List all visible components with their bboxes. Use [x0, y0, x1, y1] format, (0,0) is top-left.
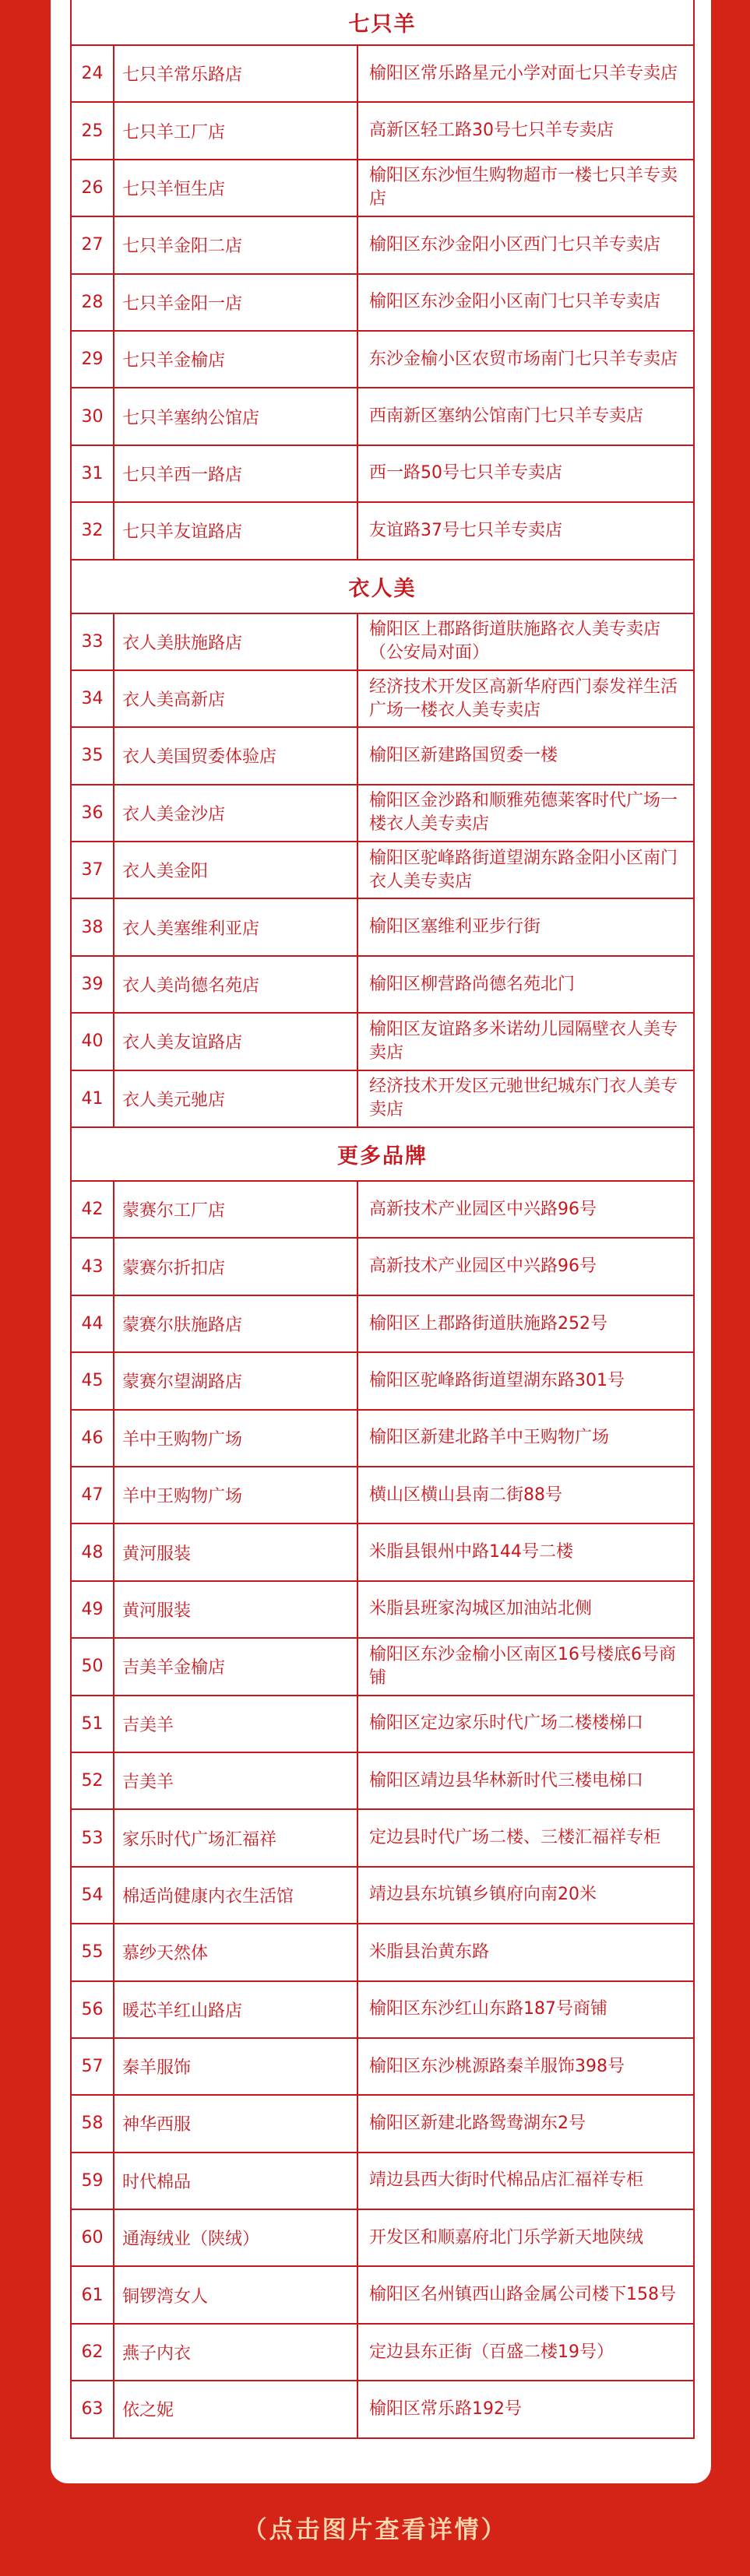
store-name: 秦羊服饰: [114, 2038, 357, 2095]
store-name: 暖芯羊红山路店: [114, 1981, 357, 2038]
table-row: [71, 331, 694, 388]
table-row: [71, 2381, 694, 2437]
store-address: 榆阳区上郡路街道肤施路衣人美专卖店（公安局对面）: [357, 613, 694, 670]
section-title: 更多品牌: [71, 1127, 694, 1181]
store-name: 家乐时代广场汇福祥: [114, 1809, 357, 1866]
store-number: 48: [71, 1523, 114, 1580]
store-name: 衣人美元驰店: [114, 1070, 357, 1127]
store-name: 时代棉品: [114, 2153, 357, 2209]
store-name: 黄河服装: [114, 1523, 357, 1580]
store-number: 49: [71, 1581, 114, 1638]
store-number: 59: [71, 2153, 114, 2209]
store-table-body: [71, 0, 694, 2438]
store-number: 26: [71, 160, 114, 216]
table-row: [71, 502, 694, 559]
store-number: 39: [71, 956, 114, 1013]
store-address: 榆阳区柳营路尚德名苑北门: [357, 956, 694, 1013]
store-address: 高新区轻工路30号七只羊专卖店: [357, 102, 694, 159]
store-address: 横山区横山县南二街88号: [357, 1467, 694, 1523]
table-row: [71, 1238, 694, 1295]
store-address: 榆阳区驼峰路街道望湖东路301号: [357, 1352, 694, 1409]
store-number: 50: [71, 1638, 114, 1695]
store-number: 37: [71, 842, 114, 898]
store-name: 通海绒业（陕绒）: [114, 2209, 357, 2266]
store-name: 羊中王购物广场: [114, 1467, 357, 1523]
table-row: [71, 670, 694, 727]
store-name: 衣人美金沙店: [114, 785, 357, 842]
store-address: 高新技术产业园区中兴路96号: [357, 1238, 694, 1295]
table-row: [71, 1467, 694, 1523]
store-name: 衣人美肤施路店: [114, 613, 357, 670]
store-address: 榆阳区常乐路星元小学对面七只羊专卖店: [357, 45, 694, 102]
store-name: 吉美羊: [114, 1752, 357, 1809]
store-number: 24: [71, 45, 114, 102]
store-number: 58: [71, 2095, 114, 2152]
table-row: [71, 216, 694, 273]
store-name: 七只羊恒生店: [114, 160, 357, 216]
store-name: 慕纱天然体: [114, 1924, 357, 1980]
store-address: 榆阳区东沙金阳小区南门七只羊专卖店: [357, 274, 694, 331]
table-row: [71, 785, 694, 842]
store-address: 东沙金榆小区农贸市场南门七只羊专卖店: [357, 331, 694, 388]
store-number: 44: [71, 1295, 114, 1352]
store-number: 27: [71, 216, 114, 273]
store-name: 七只羊金阳二店: [114, 216, 357, 273]
store-number: 40: [71, 1013, 114, 1070]
store-number: 45: [71, 1352, 114, 1409]
store-name: 七只羊金阳一店: [114, 274, 357, 331]
store-address: 米脂县治黄东路: [357, 1924, 694, 1980]
store-address: 西一路50号七只羊专卖店: [357, 445, 694, 502]
store-address: 榆阳区名州镇西山路金属公司楼下158号: [357, 2266, 694, 2323]
table-row: [71, 1523, 694, 1580]
store-name: 衣人美高新店: [114, 670, 357, 727]
store-number: 61: [71, 2266, 114, 2323]
store-number: 52: [71, 1752, 114, 1809]
store-address: 榆阳区东沙桃源路秦羊服饰398号: [357, 2038, 694, 2095]
table-row: [71, 1410, 694, 1467]
store-name: 羊中王购物广场: [114, 1410, 357, 1467]
store-address: 榆阳区东沙恒生购物超市一楼七只羊专卖店: [357, 160, 694, 216]
section-header: [71, 0, 694, 45]
table-row: [71, 2095, 694, 2152]
table-row: [71, 1181, 694, 1238]
store-name: 棉适尚健康内衣生活馆: [114, 1867, 357, 1924]
store-name: 吉美羊: [114, 1696, 357, 1752]
store-number: 25: [71, 102, 114, 159]
table-row: [71, 160, 694, 216]
store-name: 七只羊常乐路店: [114, 45, 357, 102]
table-row: [71, 1070, 694, 1127]
table-row: [71, 388, 694, 445]
store-address: 榆阳区东沙红山东路187号商铺: [357, 1981, 694, 2038]
table-row: [71, 1352, 694, 1409]
store-number: 55: [71, 1924, 114, 1980]
store-number: 31: [71, 445, 114, 502]
table-row: [71, 2324, 694, 2381]
store-number: 56: [71, 1981, 114, 2038]
store-address: 定边县时代广场二楼、三楼汇福祥专柜: [357, 1809, 694, 1866]
store-address: 榆阳区新建北路鸳鸯湖东2号: [357, 2095, 694, 2152]
section-title: 七只羊: [71, 0, 694, 45]
store-number: 35: [71, 727, 114, 784]
store-name: 吉美羊金榆店: [114, 1638, 357, 1695]
store-name: 七只羊工厂店: [114, 102, 357, 159]
table-row: [71, 1696, 694, 1752]
store-address: 经济技术开发区高新华府西门泰发祥生活广场一楼衣人美专卖店: [357, 670, 694, 727]
store-name: 蒙赛尔工厂店: [114, 1181, 357, 1238]
table-row: [71, 1013, 694, 1070]
table-row: [71, 1981, 694, 2038]
table-row: [71, 1867, 694, 1924]
store-name: 七只羊金榆店: [114, 331, 357, 388]
store-number: 30: [71, 388, 114, 445]
store-address: 开发区和顺嘉府北门乐学新天地陕绒: [357, 2209, 694, 2266]
store-number: 36: [71, 785, 114, 842]
store-number: 47: [71, 1467, 114, 1523]
store-address: 定边县东正街（百盛二楼19号）: [357, 2324, 694, 2381]
table-row: [71, 727, 694, 784]
store-number: 28: [71, 274, 114, 331]
store-address: 西南新区塞纳公馆南门七只羊专卖店: [357, 388, 694, 445]
store-address: 经济技术开发区元驰世纪城东门衣人美专卖店: [357, 1070, 694, 1127]
store-address: 榆阳区靖边县华林新时代三楼电梯口: [357, 1752, 694, 1809]
store-number: 41: [71, 1070, 114, 1127]
store-number: 46: [71, 1410, 114, 1467]
table-row: [71, 2209, 694, 2266]
section-title: 衣人美: [71, 560, 694, 613]
store-number: 38: [71, 898, 114, 955]
table-row: [71, 1809, 694, 1866]
store-name: 蒙赛尔肤施路店: [114, 1295, 357, 1352]
store-number: 32: [71, 502, 114, 559]
table-row: [71, 842, 694, 898]
store-name: 七只羊友谊路店: [114, 502, 357, 559]
store-address: 榆阳区驼峰路街道望湖东路金阳小区南门衣人美专卖店: [357, 842, 694, 898]
store-name: 黄河服装: [114, 1581, 357, 1638]
store-address: 榆阳区定边家乐时代广场二楼楼梯口: [357, 1696, 694, 1752]
store-name: 衣人美友谊路店: [114, 1013, 357, 1070]
view-details-link[interactable]: （点击图片查看详情）: [242, 2516, 508, 2544]
store-name: 七只羊西一路店: [114, 445, 357, 502]
table-row: [71, 102, 694, 159]
store-name: 铜锣湾女人: [114, 2266, 357, 2323]
store-name: 蒙赛尔望湖路店: [114, 1352, 357, 1409]
store-number: 62: [71, 2324, 114, 2381]
table-row: [71, 2038, 694, 2095]
store-number: 43: [71, 1238, 114, 1295]
store-number: 57: [71, 2038, 114, 2095]
table-row: [71, 613, 694, 670]
store-address: 榆阳区友谊路多米诺幼儿园隔壁衣人美专卖店: [357, 1013, 694, 1070]
table-row: [71, 45, 694, 102]
table-row: [71, 1581, 694, 1638]
table-row: [71, 1295, 694, 1352]
store-name: 蒙赛尔折扣店: [114, 1238, 357, 1295]
table-row: [71, 445, 694, 502]
store-number: 51: [71, 1696, 114, 1752]
table-row: [71, 898, 694, 955]
store-number: 63: [71, 2381, 114, 2437]
table-row: [71, 1752, 694, 1809]
store-name: 衣人美塞维利亚店: [114, 898, 357, 955]
store-address: 米脂县班家沟城区加油站北侧: [357, 1581, 694, 1638]
store-address: 榆阳区东沙金阳小区西门七只羊专卖店: [357, 216, 694, 273]
table-row: [71, 1638, 694, 1695]
table-row: [71, 274, 694, 331]
store-number: 54: [71, 1867, 114, 1924]
store-address: 榆阳区塞维利亚步行街: [357, 898, 694, 955]
store-table: [70, 0, 695, 2439]
store-address: 米脂县银州中路144号二楼: [357, 1523, 694, 1580]
table-row: [71, 1924, 694, 1980]
table-row: [71, 2153, 694, 2209]
store-name: 七只羊塞纳公馆店: [114, 388, 357, 445]
store-address: 榆阳区新建北路羊中王购物广场: [357, 1410, 694, 1467]
table-row: [71, 956, 694, 1013]
store-name: 依之妮: [114, 2381, 357, 2437]
store-address: 榆阳区金沙路和顺雅苑德莱客时代广场一楼衣人美专卖店: [357, 785, 694, 842]
section-header: [71, 560, 694, 613]
store-address: 靖边县东坑镇乡镇府向南20米: [357, 1867, 694, 1924]
store-number: 42: [71, 1181, 114, 1238]
store-number: 34: [71, 670, 114, 727]
store-name: 衣人美尚德名苑店: [114, 956, 357, 1013]
store-number: 29: [71, 331, 114, 388]
store-address: 榆阳区新建路国贸委一楼: [357, 727, 694, 784]
section-header: [71, 1127, 694, 1181]
store-address: 榆阳区上郡路街道肤施路252号: [357, 1295, 694, 1352]
store-address: 友谊路37号七只羊专卖店: [357, 502, 694, 559]
store-address: 高新技术产业园区中兴路96号: [357, 1181, 694, 1238]
store-name: 衣人美金阳: [114, 842, 357, 898]
store-number: 33: [71, 613, 114, 670]
store-list-card: [51, 0, 711, 2483]
store-number: 60: [71, 2209, 114, 2266]
table-row: [71, 2266, 694, 2323]
store-address: 榆阳区东沙金榆小区南区16号楼底6号商铺: [357, 1638, 694, 1695]
store-name: 燕子内衣: [114, 2324, 357, 2381]
store-number: 53: [71, 1809, 114, 1866]
store-name: 神华西服: [114, 2095, 357, 2152]
store-name: 衣人美国贸委体验店: [114, 727, 357, 784]
store-address: 靖边县西大街时代棉品店汇福祥专柜: [357, 2153, 694, 2209]
store-address: 榆阳区常乐路192号: [357, 2381, 694, 2437]
